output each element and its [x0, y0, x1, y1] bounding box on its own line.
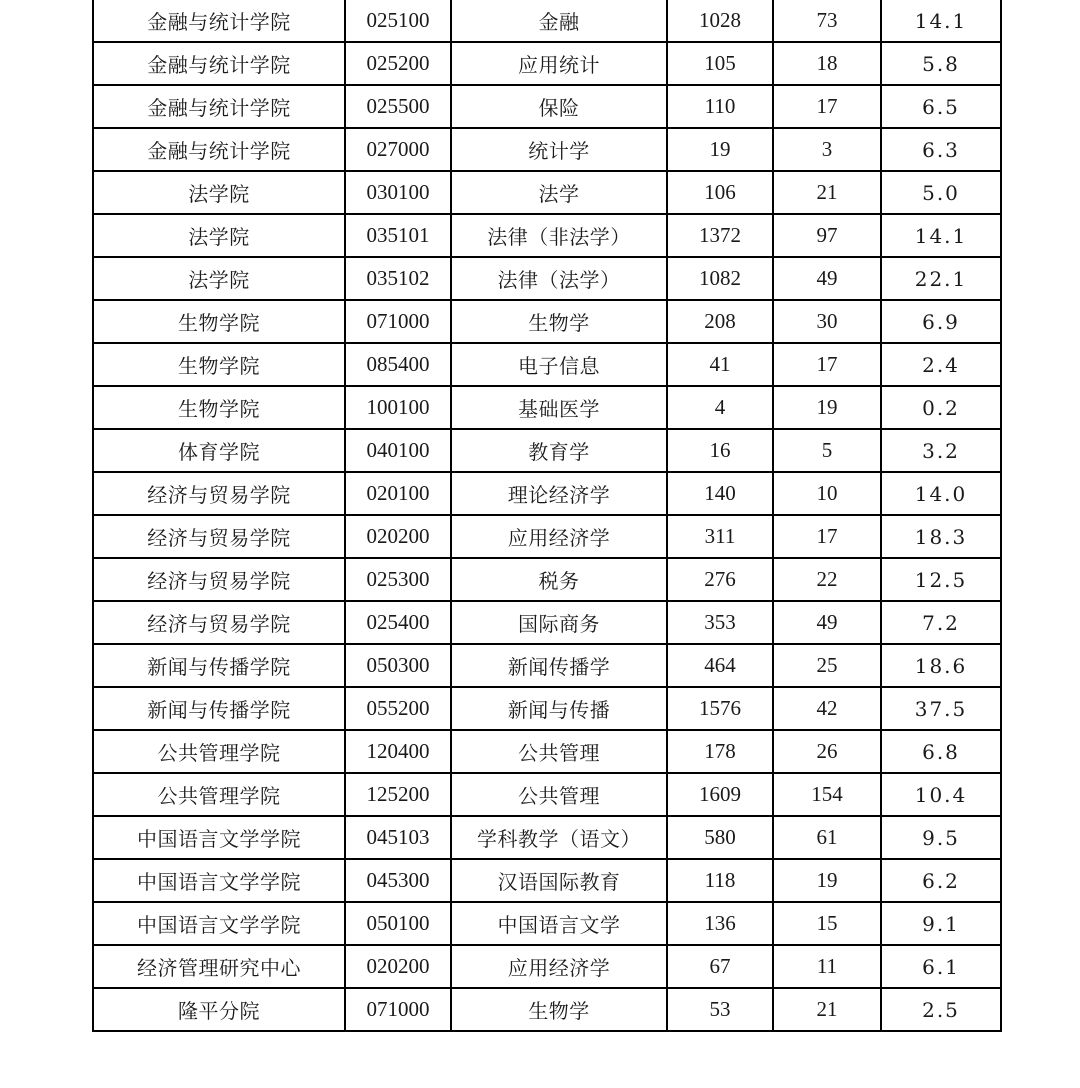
ratio-cell: 18.3 [881, 515, 1001, 558]
applicants-cell: 105 [667, 42, 773, 85]
applicants-cell: 136 [667, 902, 773, 945]
ratio-cell: 3.2 [881, 429, 1001, 472]
applicants-cell: 1576 [667, 687, 773, 730]
admitted-cell: 73 [773, 0, 881, 42]
ratio-cell: 9.5 [881, 816, 1001, 859]
college-cell: 经济与贸易学院 [93, 601, 345, 644]
admitted-cell: 49 [773, 601, 881, 644]
major-code-cell: 125200 [345, 773, 451, 816]
college-cell: 经济与贸易学院 [93, 472, 345, 515]
table-row [93, 687, 1001, 730]
major-code-cell: 120400 [345, 730, 451, 773]
admitted-cell: 21 [773, 171, 881, 214]
major-name-cell: 公共管理 [451, 730, 667, 773]
admitted-cell: 26 [773, 730, 881, 773]
applicants-cell: 41 [667, 343, 773, 386]
applicants-cell: 140 [667, 472, 773, 515]
table-row [93, 988, 1001, 1031]
college-cell: 生物学院 [93, 343, 345, 386]
major-code-cell: 025400 [345, 601, 451, 644]
applicants-cell: 311 [667, 515, 773, 558]
major-name-cell: 统计学 [451, 128, 667, 171]
admitted-cell: 154 [773, 773, 881, 816]
ratio-cell: 10.4 [881, 773, 1001, 816]
applicants-cell: 16 [667, 429, 773, 472]
major-name-cell: 生物学 [451, 988, 667, 1031]
major-name-cell: 基础医学 [451, 386, 667, 429]
major-name-cell: 中国语言文学 [451, 902, 667, 945]
table-row [93, 902, 1001, 945]
college-cell: 法学院 [93, 171, 345, 214]
ratio-cell: 5.8 [881, 42, 1001, 85]
table-row [93, 171, 1001, 214]
major-name-cell: 应用经济学 [451, 945, 667, 988]
admitted-cell: 22 [773, 558, 881, 601]
major-name-cell: 法律（非法学） [451, 214, 667, 257]
table-row [93, 429, 1001, 472]
applicants-cell: 1028 [667, 0, 773, 42]
ratio-cell: 6.5 [881, 85, 1001, 128]
applicants-cell: 106 [667, 171, 773, 214]
applicants-cell: 464 [667, 644, 773, 687]
major-code-cell: 035102 [345, 257, 451, 300]
major-code-cell: 071000 [345, 988, 451, 1031]
major-code-cell: 085400 [345, 343, 451, 386]
major-code-cell: 045300 [345, 859, 451, 902]
table-row [93, 601, 1001, 644]
table-row [93, 0, 1001, 42]
college-cell: 金融与统计学院 [93, 0, 345, 42]
major-code-cell: 050300 [345, 644, 451, 687]
ratio-cell: 6.1 [881, 945, 1001, 988]
major-name-cell: 电子信息 [451, 343, 667, 386]
table-row [93, 773, 1001, 816]
ratio-cell: 22.1 [881, 257, 1001, 300]
admitted-cell: 42 [773, 687, 881, 730]
major-code-cell: 025100 [345, 0, 451, 42]
major-code-cell: 025300 [345, 558, 451, 601]
applicants-cell: 580 [667, 816, 773, 859]
ratio-cell: 37.5 [881, 687, 1001, 730]
table-row [93, 515, 1001, 558]
major-code-cell: 045103 [345, 816, 451, 859]
major-name-cell: 法律（法学） [451, 257, 667, 300]
ratio-cell: 14.1 [881, 0, 1001, 42]
college-cell: 公共管理学院 [93, 730, 345, 773]
ratio-cell: 14.1 [881, 214, 1001, 257]
ratio-cell: 6.3 [881, 128, 1001, 171]
major-name-cell: 应用统计 [451, 42, 667, 85]
college-cell: 隆平分院 [93, 988, 345, 1031]
table-row [93, 816, 1001, 859]
college-cell: 金融与统计学院 [93, 128, 345, 171]
applicants-cell: 178 [667, 730, 773, 773]
college-cell: 中国语言文学学院 [93, 859, 345, 902]
applicants-cell: 1609 [667, 773, 773, 816]
major-code-cell: 025500 [345, 85, 451, 128]
admitted-cell: 11 [773, 945, 881, 988]
college-cell: 公共管理学院 [93, 773, 345, 816]
ratio-cell: 2.5 [881, 988, 1001, 1031]
major-code-cell: 100100 [345, 386, 451, 429]
major-name-cell: 法学 [451, 171, 667, 214]
table-row [93, 945, 1001, 988]
table-row [93, 558, 1001, 601]
applicants-cell: 53 [667, 988, 773, 1031]
major-name-cell: 新闻与传播 [451, 687, 667, 730]
major-name-cell: 新闻传播学 [451, 644, 667, 687]
major-name-cell: 金融 [451, 0, 667, 42]
college-cell: 生物学院 [93, 300, 345, 343]
admitted-cell: 15 [773, 902, 881, 945]
table-row [93, 85, 1001, 128]
ratio-cell: 6.9 [881, 300, 1001, 343]
major-name-cell: 学科教学（语文） [451, 816, 667, 859]
admitted-cell: 19 [773, 859, 881, 902]
table-row [93, 644, 1001, 687]
major-code-cell: 020100 [345, 472, 451, 515]
table-row [93, 300, 1001, 343]
applicants-cell: 353 [667, 601, 773, 644]
admissions-table [92, 0, 1002, 1032]
college-cell: 金融与统计学院 [93, 85, 345, 128]
ratio-cell: 2.4 [881, 343, 1001, 386]
ratio-cell: 0.2 [881, 386, 1001, 429]
table-row [93, 343, 1001, 386]
major-code-cell: 071000 [345, 300, 451, 343]
admitted-cell: 3 [773, 128, 881, 171]
admitted-cell: 61 [773, 816, 881, 859]
applicants-cell: 1082 [667, 257, 773, 300]
major-code-cell: 020200 [345, 945, 451, 988]
college-cell: 经济与贸易学院 [93, 558, 345, 601]
ratio-cell: 6.2 [881, 859, 1001, 902]
applicants-cell: 19 [667, 128, 773, 171]
college-cell: 生物学院 [93, 386, 345, 429]
admitted-cell: 17 [773, 515, 881, 558]
table-row [93, 42, 1001, 85]
major-code-cell: 035101 [345, 214, 451, 257]
admitted-cell: 25 [773, 644, 881, 687]
college-cell: 法学院 [93, 257, 345, 300]
major-name-cell: 保险 [451, 85, 667, 128]
college-cell: 金融与统计学院 [93, 42, 345, 85]
major-name-cell: 应用经济学 [451, 515, 667, 558]
table-row [93, 730, 1001, 773]
major-name-cell: 汉语国际教育 [451, 859, 667, 902]
table-row [93, 386, 1001, 429]
admitted-cell: 10 [773, 472, 881, 515]
admitted-cell: 5 [773, 429, 881, 472]
major-name-cell: 税务 [451, 558, 667, 601]
admitted-cell: 30 [773, 300, 881, 343]
admitted-cell: 17 [773, 85, 881, 128]
college-cell: 中国语言文学学院 [93, 816, 345, 859]
admitted-cell: 19 [773, 386, 881, 429]
ratio-cell: 14.0 [881, 472, 1001, 515]
major-code-cell: 030100 [345, 171, 451, 214]
table-row [93, 214, 1001, 257]
applicants-cell: 110 [667, 85, 773, 128]
major-code-cell: 040100 [345, 429, 451, 472]
major-code-cell: 055200 [345, 687, 451, 730]
ratio-cell: 18.6 [881, 644, 1001, 687]
admitted-cell: 49 [773, 257, 881, 300]
college-cell: 经济管理研究中心 [93, 945, 345, 988]
college-cell: 经济与贸易学院 [93, 515, 345, 558]
college-cell: 体育学院 [93, 429, 345, 472]
major-name-cell: 教育学 [451, 429, 667, 472]
admitted-cell: 97 [773, 214, 881, 257]
major-name-cell: 生物学 [451, 300, 667, 343]
major-code-cell: 020200 [345, 515, 451, 558]
applicants-cell: 208 [667, 300, 773, 343]
major-name-cell: 理论经济学 [451, 472, 667, 515]
ratio-cell: 7.2 [881, 601, 1001, 644]
ratio-cell: 5.0 [881, 171, 1001, 214]
admitted-cell: 18 [773, 42, 881, 85]
major-name-cell: 公共管理 [451, 773, 667, 816]
table-row [93, 472, 1001, 515]
ratio-cell: 6.8 [881, 730, 1001, 773]
ratio-cell: 9.1 [881, 902, 1001, 945]
applicants-cell: 4 [667, 386, 773, 429]
applicants-cell: 67 [667, 945, 773, 988]
applicants-cell: 1372 [667, 214, 773, 257]
college-cell: 中国语言文学学院 [93, 902, 345, 945]
applicants-cell: 118 [667, 859, 773, 902]
table-row [93, 128, 1001, 171]
table-row [93, 859, 1001, 902]
table-row [93, 257, 1001, 300]
applicants-cell: 276 [667, 558, 773, 601]
college-cell: 法学院 [93, 214, 345, 257]
admitted-cell: 21 [773, 988, 881, 1031]
major-code-cell: 050100 [345, 902, 451, 945]
college-cell: 新闻与传播学院 [93, 644, 345, 687]
major-name-cell: 国际商务 [451, 601, 667, 644]
table-body [93, 0, 1001, 1031]
major-code-cell: 025200 [345, 42, 451, 85]
ratio-cell: 12.5 [881, 558, 1001, 601]
college-cell: 新闻与传播学院 [93, 687, 345, 730]
major-code-cell: 027000 [345, 128, 451, 171]
admitted-cell: 17 [773, 343, 881, 386]
